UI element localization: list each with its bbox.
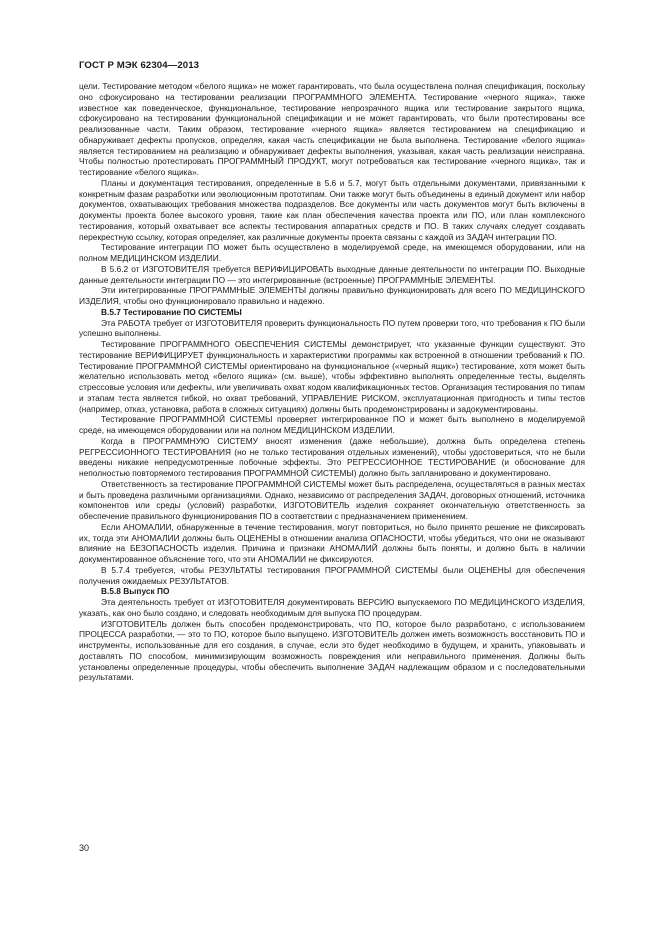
paragraph-results-evaluation: В 5.7.4 требуется, чтобы РЕЗУЛЬТАТЫ тестирования ПРОГРАММНОЙ СИСТЕМЫ были ОЦЕНЕНЫ для обеспечения получения ожидаемых РЕЗУЛЬТАТОВ. xyxy=(79,564,585,586)
paragraph-system-testing-environment: Тестирование ПРОГРАММНОЙ СИСТЕМЫ проверяет интегрированное ПО и может быть выполнено в моделируемой среде, на имеющемся оборудовании или на полном МЕДИЦИНСКОМ ИЗДЕЛИИ. xyxy=(79,414,585,435)
paragraph-regression-testing: Когда в ПРОГРАММНУЮ СИСТЕМУ вносят изменения (даже небольшие), должна быть определена степень РЕГРЕССИОННОГО ТЕСТИРОВАНИЯ (но не только тестирования отдельных изменений), чтобы удостовериться, что не были введены никакие непредусмотренные побочные эффекты. Это РЕГРЕССИОННОЕ ТЕСТИРОВАНИЕ (и обоснование для неполностью повторяемого тестирования ПРОГРАММНОЙ СИСТЕМЫ) должно быть запланировано и документировано. xyxy=(79,435,585,478)
page-number: 30 xyxy=(79,843,90,853)
paragraph-white-black-box: цели. Тестирование методом «белого ящика» не может гарантировать, что была осуществлена полная спецификация, поскольку оно сфокусировано на тестировании реализации ПРОГРАММНОГО ЭЛЕМЕНТА. Тестирование «черного ящика», также известное как поведенческое, функциональное, тестирование непрозрачного ящика или тестирование закрытого ящика, сфокусировано на тестировании функциональной спецификации и не может гарантировать, что были протестированы все реализованные части. Таким образом, тестирование «черного ящика» является тестированием на спецификацию и обнаруживает дефекты пропусков, определяя, какая часть спецификации не была выполнена. Тестирование «белого ящика» является тестированием на реализацию и обнаруживает дефекты выполнения, указывая, какая часть реализации неисправна. Чтобы полностью протестировать ПРОГРАММНЫЙ ПРОДУКТ, могут потребоваться как тестирование «черного ящика», так и тестирование «белого ящика». xyxy=(79,81,585,177)
paragraph-integration-environment: Тестирование интеграции ПО может быть осуществлено в моделируемой среде, на имеющемся оборудовании, или на полном МЕДИЦИНСКОМ ИЗДЕЛИИ. xyxy=(79,242,585,263)
paragraph-anomalies: Если АНОМАЛИИ, обнаруженные в течение тестирования, могут повториться, но было принято решение не фиксировать их, тогда эти АНОМАЛИИ должны быть ОЦЕНЕНЫ в отношении анализа ОПАСНОСТИ, чтобы убедиться, что они не оказывают влияние на БЕЗОПАСНОСТЬ изделия. Причина и признаки АНОМАЛИЙ должны быть поняты, и должно быть в наличии документированное объяснение того, что эти АНОМАЛИИ не фиксируются. xyxy=(79,521,585,564)
paragraph-release-demonstration: ИЗГОТОВИТЕЛЬ должен быть способен продемонстрировать, что ПО, которое было разработано, с использованием ПРОЦЕССА разработки, — это то ПО, которое было выпущено. ИЗГОТОВИТЕЛЬ должен иметь возможность восстановить ПО и инструменты, использованные для его создания, в случае, если это будет необходимо в будущем, и хранить, упаковывать и доставлять ПО способом, минимизирующим возможность повреждения или неправильного применения. Должны быть установлены определенные процедуры, чтобы обеспечить выполнение ЗАДАЧ надлежащим образом и с последовательными результатами. xyxy=(79,618,585,683)
paragraph-verify-integration: В 5.6.2 от ИЗГОТОВИТЕЛЯ требуется ВЕРИФИЦИРОВАТЬ выходные данные деятельности по интеграции ПО. Выходные данные деятельности интеграции ПО — это интегрированные (встроенные) ПРОГРАММНЫЕ ЭЛЕМЕНТЫ. xyxy=(79,263,585,285)
section-heading-software-release: В.5.8 Выпуск ПО xyxy=(101,586,170,597)
paragraph-release-activity: Эта деятельность требует от ИЗГОТОВИТЕЛЯ документировать ВЕРСИЮ выпускаемого ПО МЕДИЦИНСКОГО ИЗДЕЛИЯ, указать, как оно было создано, и следовать необходимым для выпуска ПО процедурам. xyxy=(79,597,585,618)
paragraph-test-plans: Планы и документация тестирования, определенные в 5.6 и 5.7, могут быть отдельными документами, привязанными к конкретным фазам разработки или эволюционным прототипам. Они также могут быть объединены в единый документ или набор документов, охватывающих требования множества подразделов. Все документы или часть документов могут быть включены в документы проекта более высокого уровня, такие как план обеспечения качества проекта или ПО, или план комплексного тестирования, который охватывает все аспекты тестирования аппаратных средств и ПО. В таких случаях следует создавать перекрестную ссылку, которая определяет, как различные документы проекта связаны с каждой из ЗАДАЧ интеграции ПО. xyxy=(79,177,585,242)
paragraph-system-testing-activity: Эта РАБОТА требует от ИЗГОТОВИТЕЛЯ проверить функциональность ПО путем проверки того, что требования к ПО были успешно выполнены. xyxy=(79,317,585,339)
paragraph-system-testing-demonstrates: Тестирование ПРОГРАММНОГО ОБЕСПЕЧЕНИЯ СИСТЕМЫ демонстрирует, что указанные функции существуют. Это тестирование ВЕРИФИЦИРУЕТ функциональность и характеристики программы как встроенной в отношении требований к ПО. Тестирование ПРОГРАММНОЙ СИСТЕМЫ ориентировано на функциональное («черный ящик») тестирование, хотя может быть желательно использовать метод «белого ящика» (см. выше), чтобы эффективно выполнять определенные тесты, выделять стрессовые условия или дефекты, или увеличивать охват кодом квалификационных тестов. Организация тестирования по типам и этапам теста является гибкой, но охват требований, УПРАВЛЕНИЕ РИСКОМ, эксплуатационная пригодность и типы тестов (например, отказ, установка, работа в сложных ситуациях) должны быть продемонстрированы и задокументированы. xyxy=(79,339,585,414)
page-body xyxy=(79,81,585,683)
section-heading-system-testing: В.5.7 Тестирование ПО СИСТЕМЫ xyxy=(101,306,242,317)
standard-header: ГОСТ Р МЭК 62304—2013 xyxy=(79,60,200,71)
paragraph-integrated-items: Эти интегрированные ПРОГРАММНЫЕ ЭЛЕМЕНТЫ должны правильно функционировать для всего ПО МЕДИЦИНСКОГО ИЗДЕЛИЯ, чтобы оно функционировало правильно и надежно. xyxy=(79,285,585,306)
paragraph-responsibility: Ответственность за тестирование ПРОГРАММНОЙ СИСТЕМЫ может быть распределена, осуществляться в разных местах и быть проведена различными организациями. Однако, независимо от распределения ЗАДАЧ, договорных отношений, источника компонентов или среды (условий) разработки, ИЗГОТОВИТЕЛЬ изделия сохраняет окончательную ответственность за обеспечение правильного функционирования ПО в соответствии с предназначением применением. xyxy=(79,478,585,521)
